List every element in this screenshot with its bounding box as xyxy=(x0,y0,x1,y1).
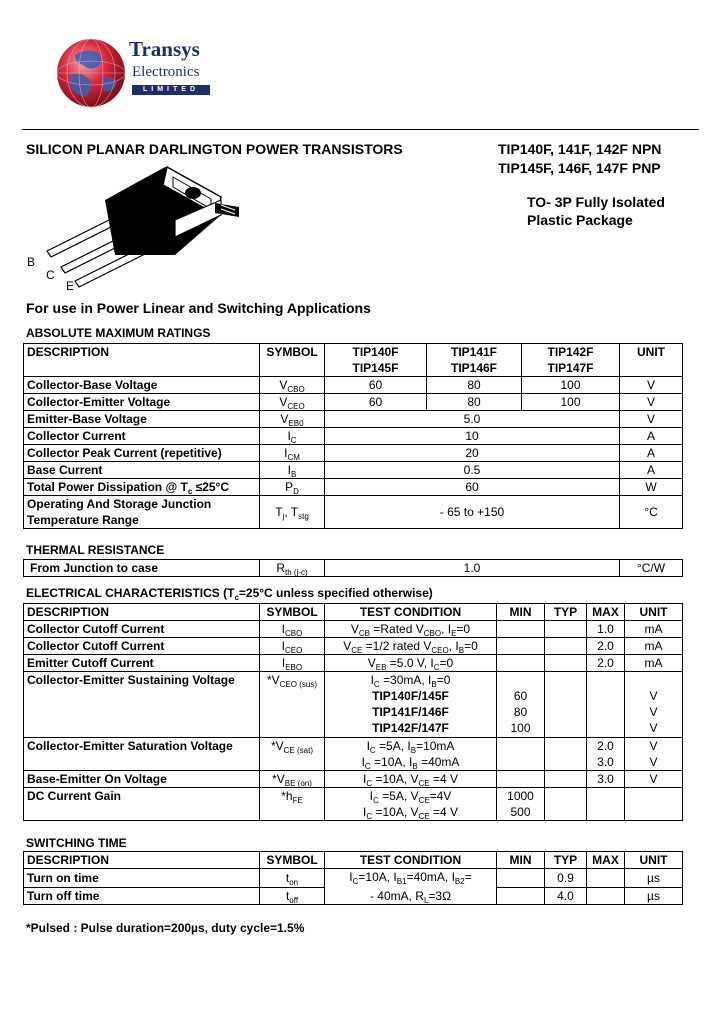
document-title: SILICON PLANAR DARLINGTON POWER TRANSISTORS xyxy=(26,141,403,157)
table-row: Collector Cutoff Current $I_{CEO}$ $V_{CE} =1/2$ rated $V_{CEO}$, $I_B=0$ 2.0 mA xyxy=(24,638,683,655)
header-type-1: TIP140F TIP145F xyxy=(325,344,427,377)
npn-part-numbers: TIP140F, 141F, 142F NPN xyxy=(498,141,662,157)
table-header-row: DESCRIPTION SYMBOL TEST CONDITION MIN TYP MAX UNIT xyxy=(24,852,683,869)
table-row: Turn off time $t_{off}$ 4.0 µs xyxy=(24,888,683,905)
header-divider xyxy=(22,129,699,130)
elec-table xyxy=(23,603,683,821)
table-row: Collector-Emitter Saturation Voltage $*V_{CE (sat)}$ $I_C =5A$, $I_B=10mA$ $I_C =10A$, $I_B =40mA$ 2.0 3.0 V V xyxy=(24,738,683,771)
switching-title: SWITCHING TIME xyxy=(26,836,127,850)
table-row: Turn on time $t_{on}$ $I_C=10A$, $I_{B1}=40mA$, $I_{B2}=$ - 40mA, $R_L=3\Omega$ 0.9 µs xyxy=(24,869,683,888)
table-row: Total Power Dissipation @ $T_c \le 25^\circ C$ $P_D$ 60 W xyxy=(24,479,683,496)
footnote: *Pulsed : Pulse duration=200µs, duty cycle=1.5% xyxy=(26,921,305,935)
table-row: From Junction to case $R_{th (j-c)}$ 1.0 °C/W xyxy=(24,560,683,577)
company-logo xyxy=(55,37,215,107)
table-row: Base Current $I_B$ 0.5 A xyxy=(24,462,683,479)
pnp-part-numbers: TIP145F, 146F, 147F PNP xyxy=(498,160,661,176)
table-row: Collector Cutoff Current $I_{CBO}$ $V_{CB}$ =Rated $V_{CBO}$, $I_E=0$ 1.0 mA xyxy=(24,621,683,638)
thermal-title: THERMAL RESISTANCE xyxy=(26,543,165,557)
elec-title: ELECTRICAL CHARACTERISTICS ($T_c=25^\circ C$ unless specified otherwise) xyxy=(26,586,433,602)
pin-label-base: B xyxy=(27,255,36,269)
header-description: DESCRIPTION xyxy=(24,344,260,377)
globe-icon xyxy=(55,37,127,109)
logo-name: Transys xyxy=(129,37,200,61)
table-row: Collector-Emitter Sustaining Voltage $*V_{CEO (sus)}$ $I_C =30mA$, $I_B=0$ TIP140F/145F TIP141F/146F TIP142F/147F 60 80 100 V V V xyxy=(24,672,683,738)
table-row: Base-Emitter On Voltage $*V_{BE (on)}$ $I_C =10A$, $V_{CE} =4$ V 3.0 V xyxy=(24,771,683,788)
table-row: Collector-Base Voltage $V_{CBO}$ 60 80 100 V xyxy=(24,377,683,394)
abs-max-title: ABSOLUTE MAXIMUM RATINGS xyxy=(26,326,211,340)
package-line2: Plastic Package xyxy=(527,212,633,228)
header-unit: UNIT xyxy=(620,344,683,377)
header-type-3: TIP142F TIP147F xyxy=(522,344,620,377)
table-header-row xyxy=(24,344,683,377)
logo-subtitle: Electronics xyxy=(132,64,200,80)
table-header-row: DESCRIPTION SYMBOL TEST CONDITION MIN TYP MAX UNIT xyxy=(24,604,683,621)
abs-max-table xyxy=(23,343,683,529)
header-symbol: SYMBOL xyxy=(260,344,325,377)
switching-table xyxy=(23,851,683,905)
logo-tag: LIMITED xyxy=(132,85,210,95)
thermal-table xyxy=(23,559,683,577)
table-row: Emitter Cutoff Current $I_{EBO}$ $V_{EB} =5.0$ V, $I_C=0$ 2.0 mA xyxy=(24,655,683,672)
table-row: DC Current Gain $*h_{FE}$ $I_C =5A$, $V_{CE}=4V$ $I_C =10A$, $V_{CE} =4$ V 1000 500 xyxy=(24,788,683,821)
table-row: Emitter-Base Voltage $V_{EB0}$ 5.0 V xyxy=(24,411,683,428)
application-line: For use in Power Linear and Switching Applications xyxy=(26,300,371,316)
to3p-package-drawing xyxy=(25,155,245,295)
header-type-2: TIP141F TIP146F xyxy=(427,344,522,377)
table-row: Collector Current $I_C$ 10 A xyxy=(24,428,683,445)
table-row: Collector-Emitter Voltage $V_{CEO}$ 60 80 100 V xyxy=(24,394,683,411)
package-line1: TO- 3P Fully Isolated xyxy=(527,194,665,210)
pin-label-collector: C xyxy=(46,268,55,282)
table-row: Collector Peak Current (repetitive) $I_{CM}$ 20 A xyxy=(24,445,683,462)
pin-label-emitter: E xyxy=(66,279,75,293)
table-row: Operating And Storage Junction Temperature Range $T_j$, $T_{stg}$ - 65 to +150 °C xyxy=(24,496,683,529)
